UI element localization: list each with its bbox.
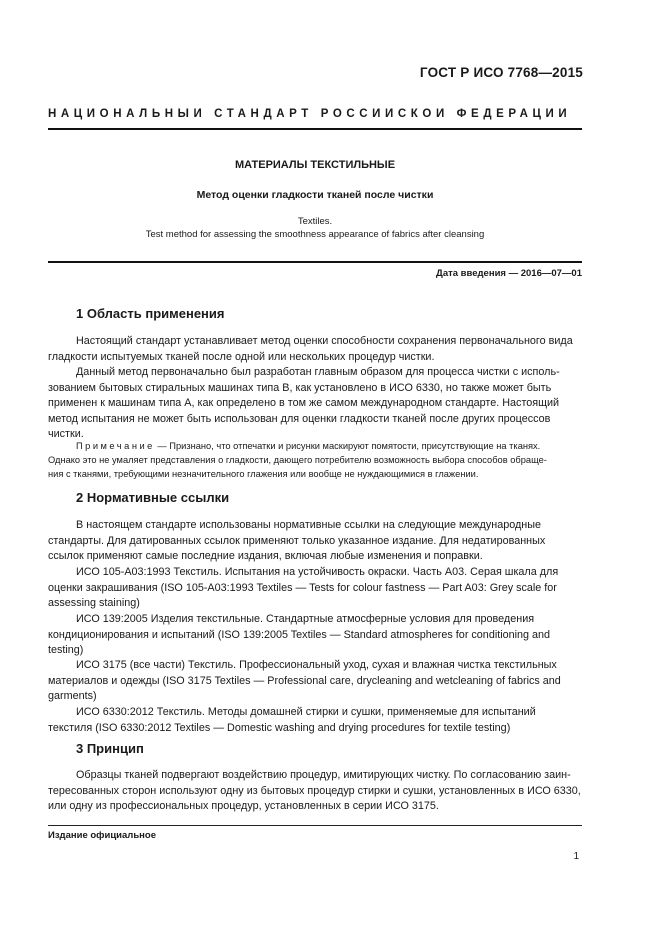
text-line: assessing staining): [48, 597, 140, 609]
page-number: 1: [573, 851, 579, 862]
normative-reference-iso-3175: [48, 658, 582, 705]
introduction-date: Дата введения — 2016—07—01: [436, 268, 582, 279]
text-line: Настоящий стандарт устанавливает метод оценки способности сохранения первоначального вида: [76, 335, 573, 347]
text-line: Образцы тканей подвергают воздействию процедур, имитирующих чистку. По согласованию заин-: [76, 769, 571, 781]
text-line: текстиля (ISO 6330:2012 Textiles — Domestic washing and drying procedures for textile testing): [48, 721, 511, 734]
document-code: ГОСТ Р ИСО 7768—2015: [419, 65, 583, 80]
normative-reference-iso-105: [48, 565, 582, 612]
title-divider: [48, 261, 582, 263]
section-2-paragraph-1: [48, 518, 582, 565]
text-line: ИСО 105-А03:1993 Текстиль. Испытания на устойчивость окраски. Часть А03. Серая шкала для: [76, 566, 559, 578]
text-line: ния с тканями, требующими незначительного глажения или вообще не нуждающимися в глажении.: [48, 468, 479, 479]
national-standard-banner: НАЦИОНАЛЬНЫЙ СТАНДАРТ РОССИЙСКОЙ ФЕДЕРАЦИИ: [48, 108, 572, 120]
text-line: оценки закрашивания (ISO 105-A03:1993 Textiles — Tests for colour fastness — Part A03: Grey scale for: [48, 581, 557, 594]
text-line: ИСО 139:2005 Изделия текстильные. Стандартные атмосферные условия для проведения: [76, 613, 535, 625]
text-line: ссылок применяют самые последние издания, включая любые изменения и поправки.: [48, 550, 483, 562]
text-line: применен к машинам типа А, как определено в том же самом международном стандарте. Настоящий: [48, 397, 560, 409]
english-title-line-1: Textiles.: [297, 216, 333, 227]
english-title-line-2: Test method for assessing the smoothness appearance of fabrics after cleansing: [145, 229, 485, 240]
normative-reference-iso-139: [48, 612, 582, 659]
text-line: testing): [48, 644, 84, 656]
text-line: ИСО 3175 (все части) Текстиль. Профессиональный уход, сухая и влажная чистка текстильных: [76, 659, 557, 671]
text-line: чистки.: [48, 428, 84, 440]
section-1-paragraph-1: [48, 334, 582, 365]
section-1-paragraph-2: [48, 365, 582, 443]
official-edition-label: Издание официальное: [48, 830, 156, 841]
document-title: МАТЕРИАЛЫ ТЕКСТИЛЬНЫЕ: [234, 159, 396, 171]
text-line: garments): [48, 690, 97, 702]
section-3-paragraph-1: [48, 768, 582, 815]
note-text: — Признано, что отпечатки и рисунки маскируют помятости, присутствующие на тканях.: [154, 441, 541, 451]
text-line: Данный метод первоначально был разработан главным образом для процесса чистки с исполь-: [76, 366, 560, 378]
section-2-heading: 2 Нормативные ссылки: [76, 490, 230, 505]
text-line: В настоящем стандарте использованы нормативные ссылки на следующие международные: [76, 519, 542, 531]
text-line: тересованных сторон используют одну из бытовых процедур стирки и сушки, установленных в ИСО 6330,: [48, 784, 581, 797]
text-line: зованием бытовых стиральных машинах типа В, как установлено в ИСО 6330, но также может быть: [48, 381, 552, 394]
section-1-note: [48, 440, 582, 481]
section-1-heading: 1 Область применения: [76, 306, 225, 321]
header-divider: [48, 128, 582, 130]
text-line: Однако это не умаляет представления о гладкости, дающего потребителю возможность выбора способов обраще-: [48, 454, 547, 465]
footer-divider: [48, 825, 582, 826]
text-line: гладкости испытуемых тканей после одной или нескольких процедур чистки.: [48, 350, 435, 363]
text-line: кондиционирования и испытаний (ISO 139:2005 Textiles — Standard atmospheres for conditioning and: [48, 628, 551, 641]
text-line: [48, 440, 582, 454]
text-line: материалов и одежды (ISO 3175 Textiles — Professional care, drycleaning and wetcleaning of fabrics and: [48, 674, 561, 687]
normative-reference-iso-6330: [48, 705, 582, 736]
note-label: Примечание: [76, 441, 155, 451]
document-subtitle: Метод оценки гладкости тканей после чистки: [196, 189, 434, 201]
section-3-heading: 3 Принцип: [76, 741, 144, 756]
text-line: стандарты. Для датированных ссылок применяют только указанное издание. Для недатированных: [48, 534, 546, 547]
text-line: или одну из профессиональных процедур, установленных в серии ИСО 3175.: [48, 800, 439, 812]
text-line: ИСО 6330:2012 Текстиль. Методы домашней стирки и сушки, применяемые для испытаний: [76, 706, 536, 718]
text-line: метод испытания не может быть использован для оценки гладкости тканей после других процессов: [48, 412, 551, 425]
